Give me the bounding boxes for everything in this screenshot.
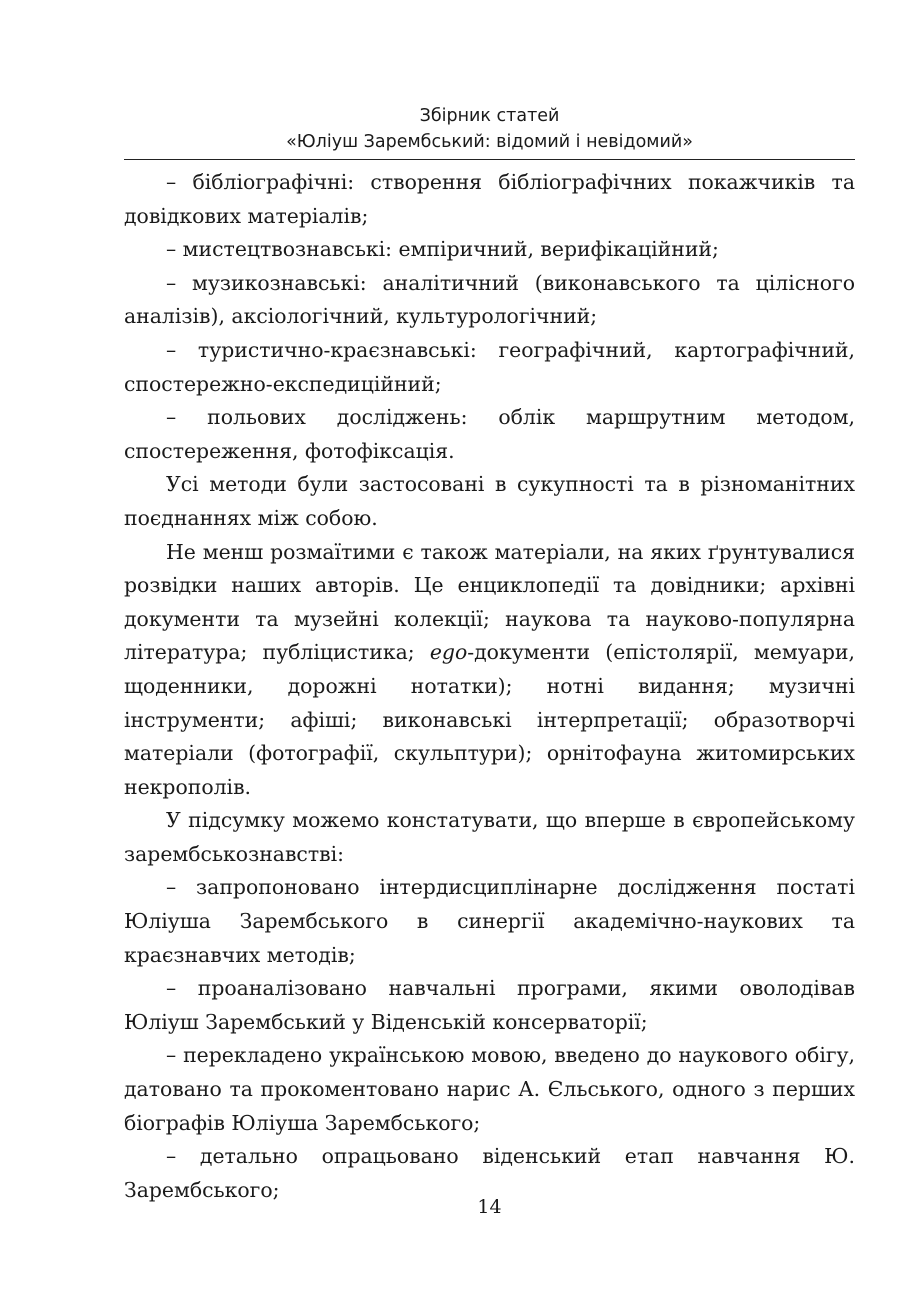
paragraph-vienna-stage: – детально опрацьовано віденський етап навчання Ю. Зарембського; (124, 1144, 855, 1202)
paragraph-materials: Не менш розмаїтими є також матеріали, на яких ґрунтувалися розвідки наших авторів. Це енциклопедії та довідники; архівні документи та музейні колекції; наукова та науково-популярна література; публіцистика; ego-документи (епістолярії, мемуари, щоденники, дорожні нотатки); нотні видання; музичні інструменти; афіші; виконавські інтерпретації; образотворчі матеріали (фотографії, скульптури); орнітофауна житомирських некрополів. (124, 539, 855, 799)
paragraph-art-history: – мистецтвознавські: емпіричний, верифікаційний; (166, 237, 719, 262)
paragraph-tourism-local-history: – туристично-краєзнавські: географічний, картографічний, спостережно-експедиційний; (124, 337, 855, 396)
paragraph-field-research: – польових досліджень: облік маршрутним методом, спостереження, фотофіксація. (124, 405, 855, 463)
paragraph-methods-combined: Усі методи були застосовані в сукупності та в різноманітних поєднаннях між собою. (124, 472, 855, 530)
body-text (124, 166, 855, 1207)
ego-term: ego (429, 640, 468, 665)
volume-title: «Юліуш Зарембський: відомий і невідомий» (286, 132, 693, 152)
page-number: 14 (477, 1196, 502, 1218)
paragraph-curricula: – проаналізовано навчальні програми, якими оволодівав Юліуш Зарембський у Віденській консерваторії; (124, 976, 855, 1034)
running-header (124, 103, 855, 155)
paragraph-conclusion-intro: У підсумку можемо констатувати, що вперше в європейському зарембськознавстві: (124, 808, 855, 866)
collection-title: Збірник статей (419, 106, 560, 126)
paragraph-interdisciplinary: – запропоновано інтердисциплінарне дослідження постаті Юліуша Зарембського в синергії академічно-наукових та краєзнавчих методів; (124, 875, 855, 967)
paragraph-translation: – перекладено українською мовою, введено до наукового обігу, датовано та прокоментовано нарис А. Єльського, одного з перших біографів Юліуша Зарембського; (124, 1043, 855, 1135)
header-divider (124, 159, 855, 160)
paragraph-bibliographic: – бібліографічні: створення бібліографічних покажчиків та довідкових матеріалів; (124, 170, 855, 228)
paragraph-musicology: – музикознавські: аналітичний (виконавського та цілісного аналізів), аксіологічний, культурологічний; (124, 270, 855, 329)
